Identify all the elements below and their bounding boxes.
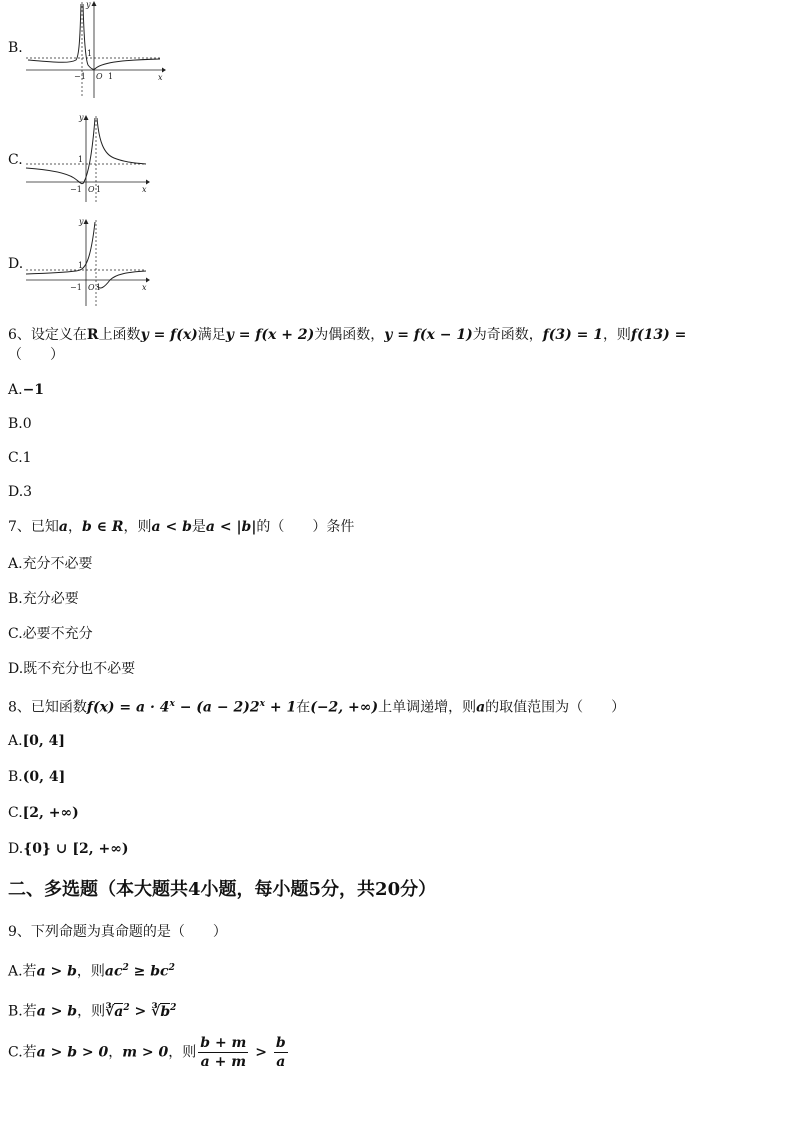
stem-text: 满足 bbox=[197, 327, 226, 343]
option-c-label[interactable]: C. bbox=[8, 152, 23, 168]
origin-label: O bbox=[88, 283, 95, 292]
math-expr: y = f(x + 2) bbox=[225, 327, 315, 343]
math-expr: f(3) = 1 bbox=[542, 327, 603, 343]
x-axis-label: x bbox=[158, 73, 163, 82]
stem-text: 为偶函数， bbox=[314, 327, 385, 343]
math-expr: f(13) = bbox=[630, 327, 687, 343]
q7-option-c[interactable]: C.必要不充分 bbox=[8, 626, 93, 642]
q9-option-a[interactable]: A.若a > b，则$ac^2 \ge bc^2$ bbox=[8, 963, 175, 980]
fraction: $\frac{b + m}{a + m}$ bbox=[200, 1035, 247, 1070]
tick-neg-one: −1 bbox=[70, 185, 82, 194]
q8-option-b[interactable]: B.(0, 4] bbox=[8, 769, 66, 785]
math-expr: y = f(x) bbox=[140, 327, 198, 343]
stem-text: 6、设定义在 bbox=[8, 327, 87, 343]
q8-option-c[interactable]: C.[2, +∞) bbox=[8, 805, 79, 821]
q8-option-a[interactable]: A.[0, 4] bbox=[8, 733, 66, 749]
q6-option-a[interactable]: A.−1 bbox=[8, 382, 45, 398]
option-d-label[interactable]: D. bbox=[8, 256, 24, 272]
q7-option-a[interactable]: A.充分不必要 bbox=[8, 556, 93, 572]
stem-text: 为奇函数， bbox=[472, 327, 543, 343]
y-axis-label: y bbox=[79, 217, 84, 226]
question-7-stem: 7、已知a，b ∈ R，则a < b是a < |b|的（ ）条件 bbox=[8, 519, 355, 535]
option-b-label[interactable]: B. bbox=[8, 40, 23, 56]
stem-text: ，则 bbox=[602, 327, 631, 343]
q6-option-b[interactable]: B.0 bbox=[8, 416, 32, 432]
q7-option-d[interactable]: D.既不充分也不必要 bbox=[8, 661, 136, 677]
q9-option-c[interactable]: C.若a > b > 0，m > 0，则 $\frac{b + m}{a + m}$ > $\frac{b}{a}$ bbox=[8, 1035, 286, 1070]
tick-one: 1 bbox=[96, 185, 102, 194]
fraction: $\frac{b}{a}$ bbox=[275, 1035, 286, 1070]
q6-option-d[interactable]: D.3 bbox=[8, 484, 33, 500]
question-6-stem bbox=[8, 325, 686, 345]
origin-label: O bbox=[96, 72, 103, 81]
question-8-stem: 8、已知函数$f(x) = a \cdot 4^x - (a - 2)2^x + 1$在(−2, +∞)上单调递增，则a的取值范围为（ ） bbox=[8, 699, 626, 716]
graph-option-b bbox=[24, 0, 169, 100]
stem-text: 上函数 bbox=[98, 327, 141, 343]
q9-option-b[interactable]: B.若a > b，则$∛a^2$ > $∛b^2$ bbox=[8, 1003, 177, 1020]
graph-option-d bbox=[24, 216, 154, 308]
tick-y-one: 1 bbox=[87, 49, 93, 58]
q6-option-c[interactable]: C.1 bbox=[8, 450, 32, 466]
graph-option-c bbox=[24, 112, 154, 204]
tick-one: 1 bbox=[96, 283, 102, 292]
answer-blank: （ ） bbox=[8, 347, 64, 363]
tick-y-one: 1 bbox=[78, 261, 84, 270]
q7-option-b[interactable]: B.充分必要 bbox=[8, 591, 79, 607]
math-expr: y = f(x − 1) bbox=[384, 327, 473, 343]
x-axis-label: x bbox=[142, 185, 147, 194]
tick-neg-one: −1 bbox=[74, 72, 86, 81]
origin-label: O bbox=[88, 185, 95, 194]
q8-option-d[interactable]: D.{0} ∪ [2, +∞) bbox=[8, 841, 129, 857]
math-r: R bbox=[86, 327, 99, 343]
x-axis-label: x bbox=[142, 283, 147, 292]
tick-y-one: 1 bbox=[78, 155, 84, 164]
tick-neg-one: −1 bbox=[70, 283, 82, 292]
tick-one: 1 bbox=[108, 72, 114, 81]
section-heading: 二、多选题（本大题共4小题，每小题5分，共20分） bbox=[8, 879, 437, 900]
question-9-stem: 9、下列命题为真命题的是（ ） bbox=[8, 924, 227, 940]
y-axis-label: y bbox=[86, 0, 91, 9]
y-axis-label: y bbox=[79, 113, 84, 122]
